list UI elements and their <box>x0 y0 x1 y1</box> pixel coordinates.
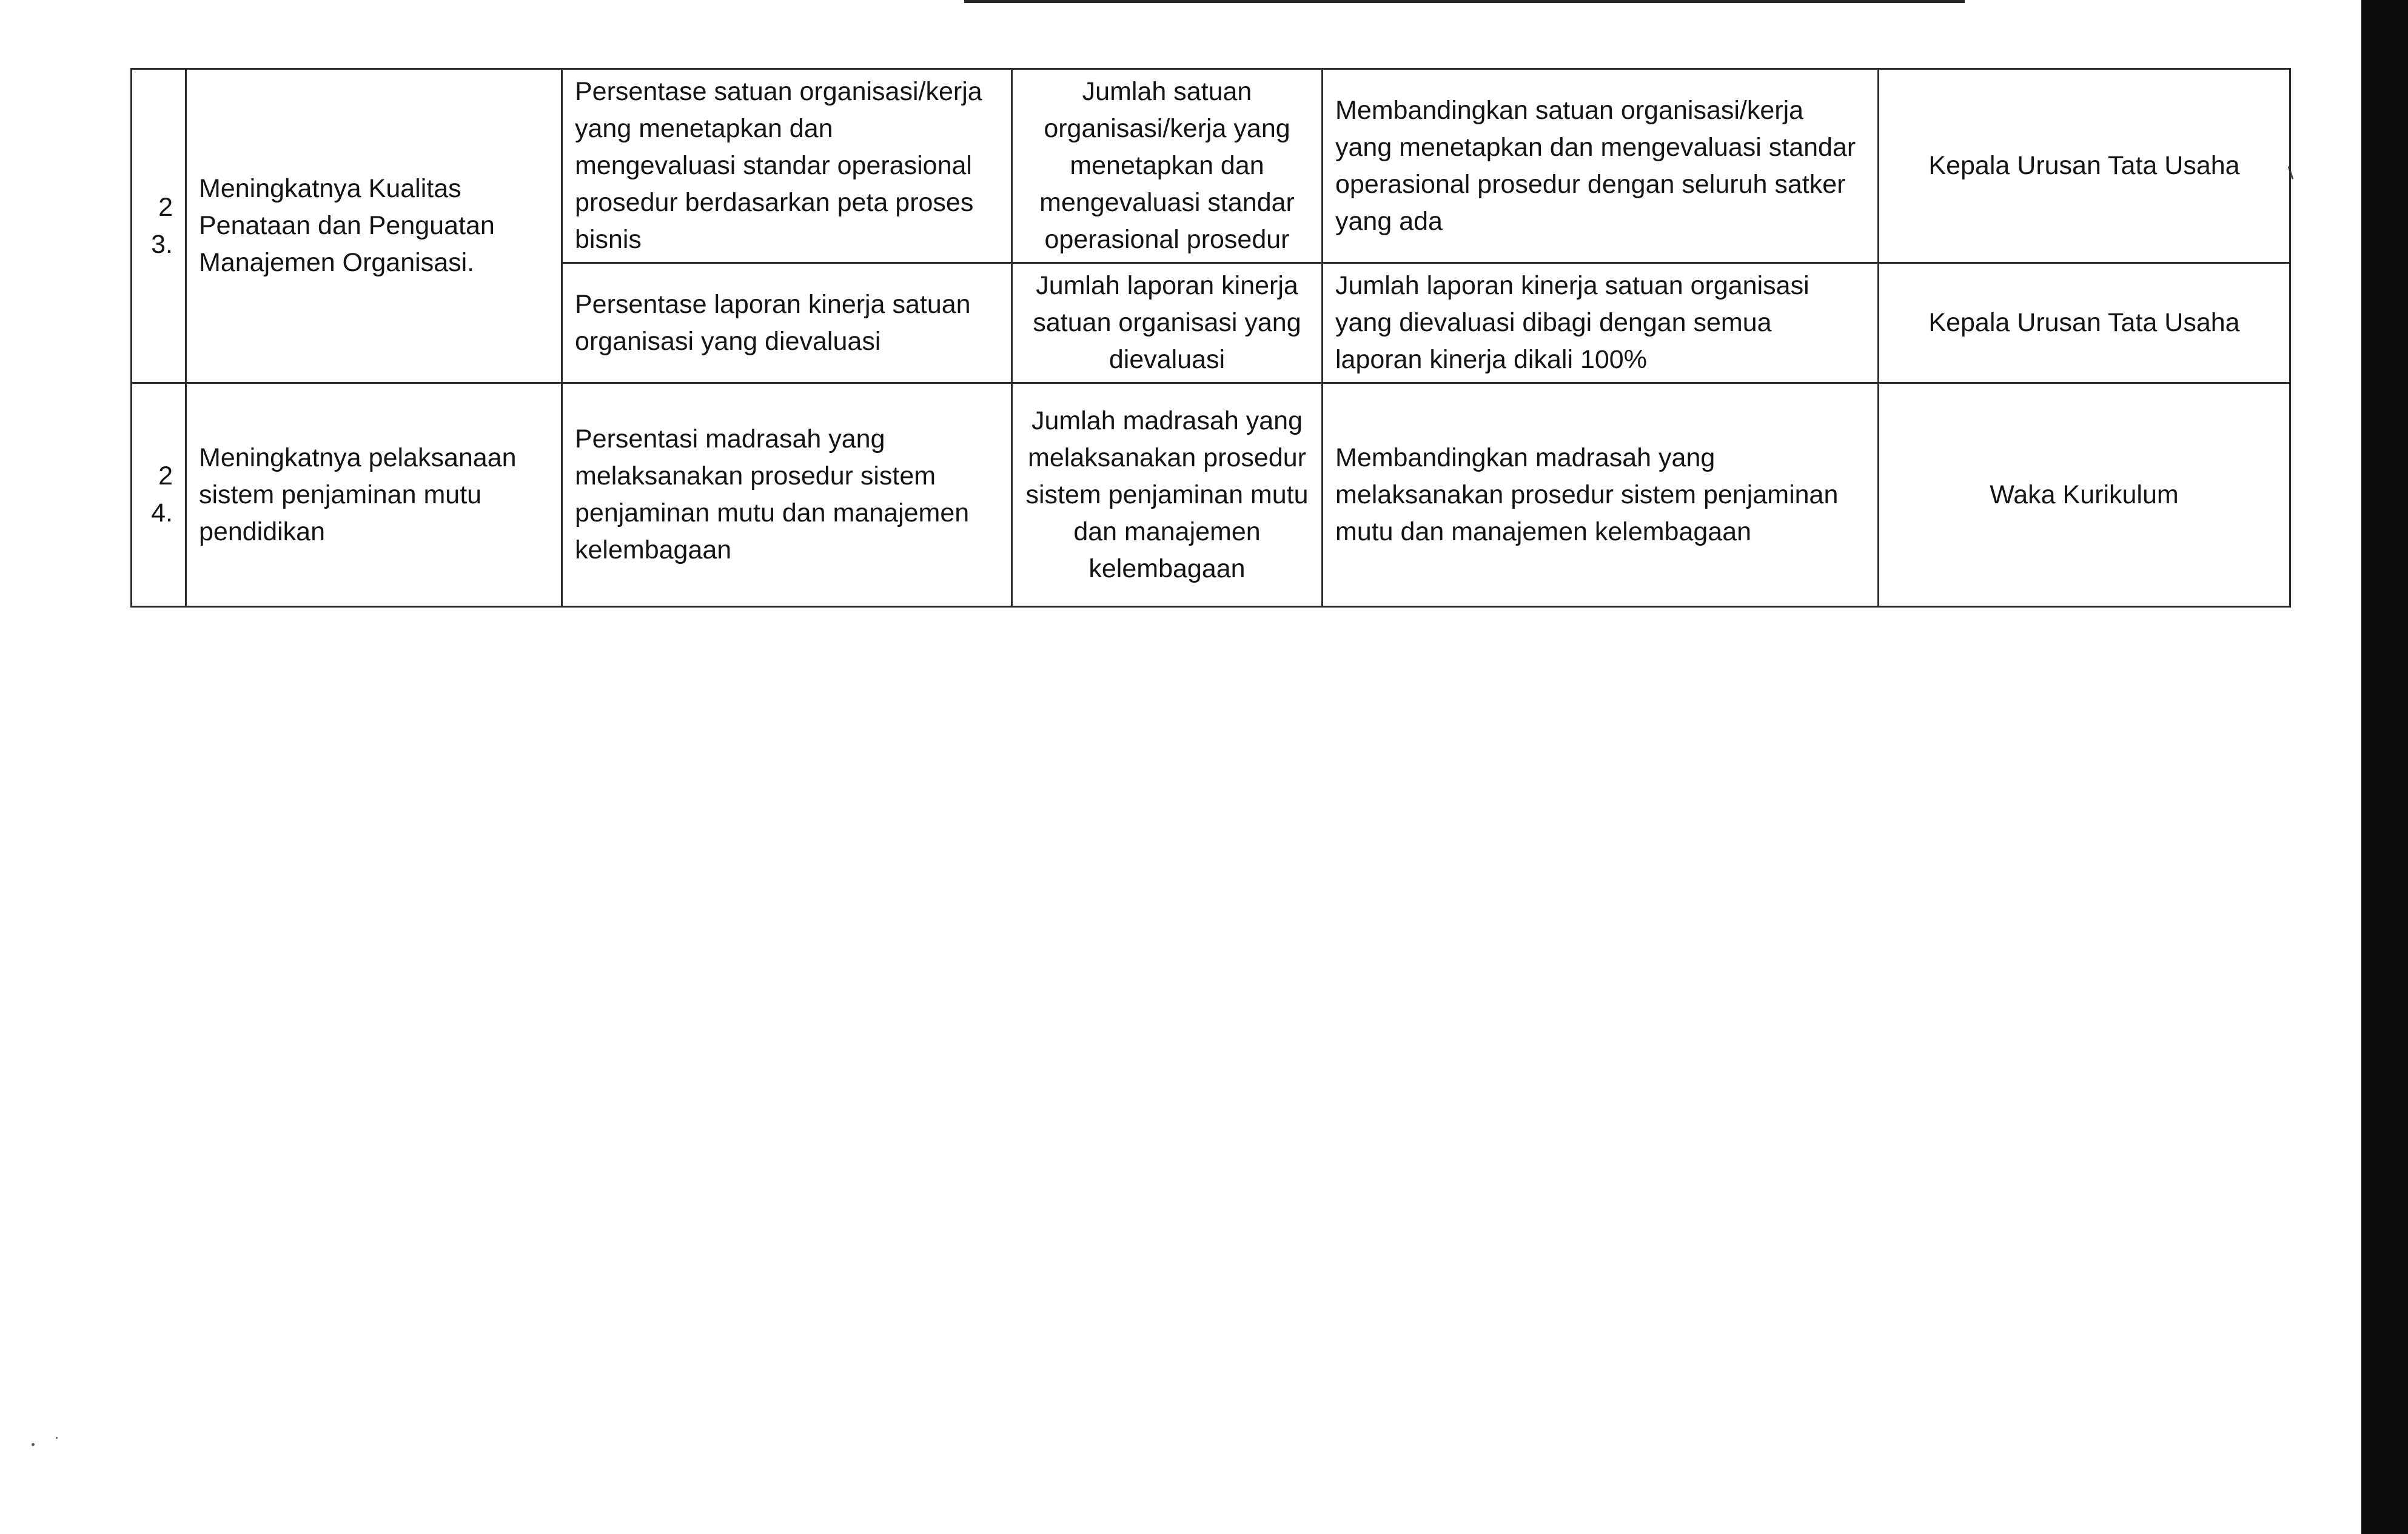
indicator-table <box>130 68 2291 608</box>
table-row <box>132 69 2290 263</box>
scan-speck <box>56 1437 58 1439</box>
indicator-cell: Persentasi madrasah yang melaksanakan prosedur sistem penjaminan mutu dan manajemen kelembagaan <box>562 383 1012 607</box>
formula-cell: Jumlah satuan organisasi/kerja yang menetapkan dan mengevaluasi standar operasional prosedur <box>1012 69 1323 263</box>
formula-cell: Jumlah laporan kinerja satuan organisasi yang dievaluasi <box>1012 263 1323 383</box>
responsible-cell: Waka Kurikulum <box>1879 383 2290 607</box>
scan-speck <box>32 1443 35 1446</box>
indicator-cell: Persentase satuan organisasi/kerja yang menetapkan dan mengevaluasi standar operasional prosedur berdasarkan peta proses bisnis <box>562 69 1012 263</box>
row-number: 24. <box>132 383 186 607</box>
table-row <box>132 383 2290 607</box>
method-cell: Jumlah laporan kinerja satuan organisasi yang dievaluasi dibagi dengan semua laporan kinerja dikali 100% <box>1323 263 1879 383</box>
row-number: 23. <box>132 69 186 383</box>
method-cell: Membandingkan satuan organisasi/kerja yang menetapkan dan mengevaluasi standar operasional prosedur dengan seluruh satker yang ada <box>1323 69 1879 263</box>
formula-cell: Jumlah madrasah yang melaksanakan prosedur sistem penjaminan mutu dan manajemen kelembagaan <box>1012 383 1323 607</box>
method-cell: Membandingkan madrasah yang melaksanakan prosedur sistem penjaminan mutu dan manajemen kelembagaan <box>1323 383 1879 607</box>
top-border-line <box>964 0 1965 3</box>
responsible-cell: Kepala Urusan Tata Usaha <box>1879 263 2290 383</box>
scan-edge-shadow <box>2361 0 2408 1534</box>
indicator-cell: Persentase laporan kinerja satuan organisasi yang dievaluasi <box>562 263 1012 383</box>
goal-cell: Meningkatnya pelaksanaan sistem penjaminan mutu pendidikan <box>186 383 562 607</box>
responsible-cell: Kepala Urusan Tata Usaha <box>1879 69 2290 263</box>
goal-cell: Meningkatnya Kualitas Penataan dan Penguatan Manajemen Organisasi. <box>186 69 562 383</box>
